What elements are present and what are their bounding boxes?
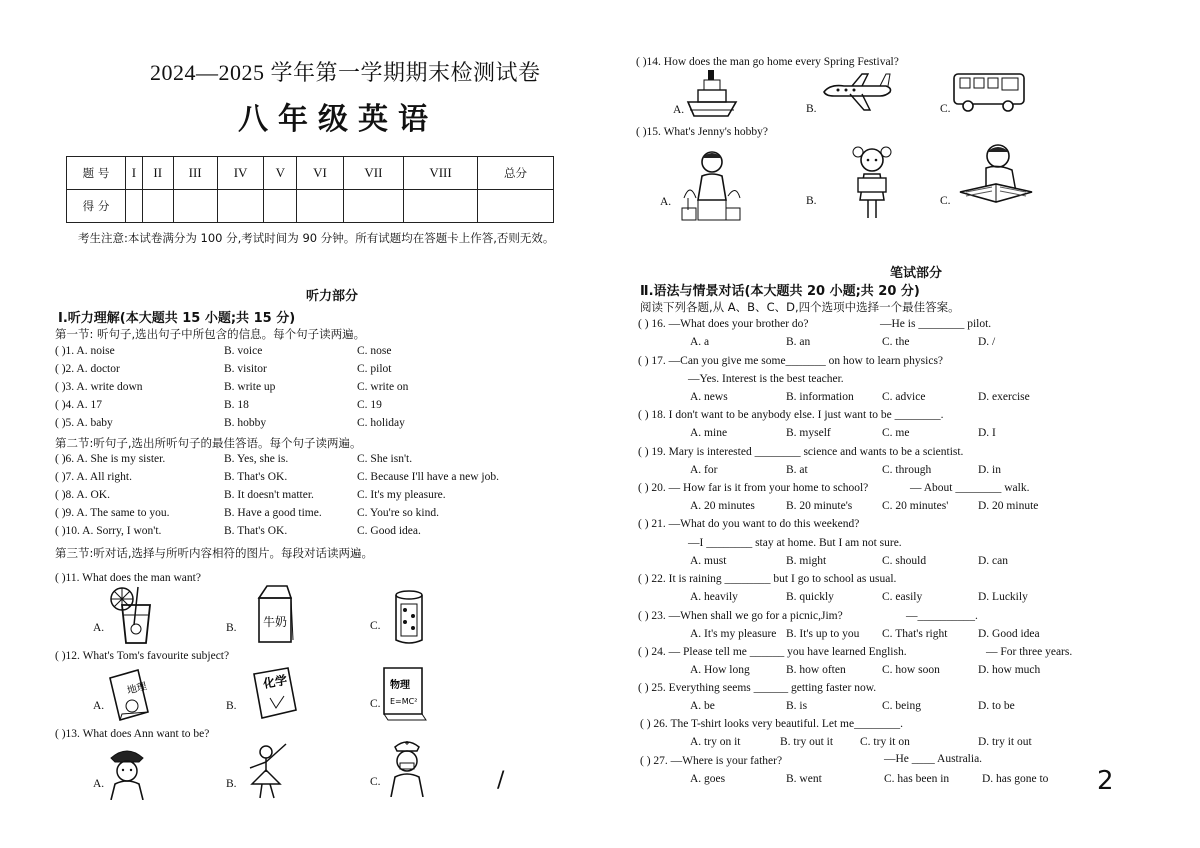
option-d: D. / bbox=[978, 336, 996, 348]
score-cell-empty bbox=[264, 190, 297, 223]
option-a: A. be bbox=[690, 700, 715, 712]
option-c: C. how soon bbox=[882, 664, 940, 676]
option-b: B. It's up to you bbox=[786, 628, 860, 640]
score-cell: 题 号 bbox=[67, 157, 126, 190]
soda-can-icon bbox=[392, 590, 426, 646]
option-b: B. how often bbox=[786, 664, 846, 676]
question-stem: ( ) 19. Mary is interested ________ science and wants to be a scientist. bbox=[638, 446, 964, 458]
question-option: C. Because I'll have a new job. bbox=[357, 471, 499, 483]
option-d: D. how much bbox=[978, 664, 1041, 676]
question-option: C. holiday bbox=[357, 417, 405, 429]
option-c: C. easily bbox=[882, 591, 923, 603]
score-cell-empty bbox=[343, 190, 403, 223]
option-label: B. bbox=[806, 195, 817, 207]
option-label: C. bbox=[940, 103, 951, 115]
s2-title: 第二节:听句子,选出所听句子的最佳答语。每个句子读两遍。 bbox=[55, 436, 362, 450]
score-cell-empty bbox=[404, 190, 478, 223]
geography-book-icon bbox=[106, 668, 152, 722]
option-b: B. an bbox=[786, 336, 811, 348]
page-number-mark: 2 bbox=[1097, 766, 1114, 796]
score-table-header-row bbox=[67, 157, 554, 190]
option-a: A. for bbox=[690, 464, 718, 476]
question-option: B. Have a good time. bbox=[224, 507, 322, 519]
option-c: C. should bbox=[882, 555, 927, 567]
question-option: ( )5. A. baby bbox=[55, 417, 113, 429]
dancer-icon bbox=[242, 738, 292, 800]
option-c: C. advice bbox=[882, 391, 926, 403]
option-a: A. must bbox=[690, 555, 727, 567]
question-stem: —I ________ stay at home. But I am not sure. bbox=[688, 537, 902, 549]
option-label: C. bbox=[370, 620, 381, 632]
score-cell: V bbox=[264, 157, 297, 190]
milk-carton-icon bbox=[253, 584, 295, 644]
option-a: A. try on it bbox=[690, 736, 741, 748]
score-cell: IV bbox=[217, 157, 264, 190]
score-cell-empty bbox=[142, 190, 173, 223]
option-b: B. went bbox=[786, 773, 822, 785]
option-label: A. bbox=[93, 700, 105, 712]
juice-glass-icon bbox=[108, 585, 156, 645]
option-b: B. quickly bbox=[786, 591, 834, 603]
score-cell: I bbox=[126, 157, 143, 190]
question-option: C. pilot bbox=[357, 363, 392, 375]
question-stem: ( ) 22. It is raining ________ but I go to school as usual. bbox=[638, 573, 897, 585]
question-stem: ( ) 21. —What do you want to do this weekend? bbox=[638, 518, 860, 530]
option-a: A. How long bbox=[690, 664, 750, 676]
physics-book-icon bbox=[378, 664, 430, 722]
question-option: C. It's my pleasure. bbox=[357, 489, 446, 501]
score-table bbox=[66, 156, 554, 223]
option-c: C. being bbox=[882, 700, 921, 712]
question-stem: ( ) 25. Everything seems ______ getting faster now. bbox=[638, 682, 877, 694]
question-stem: ( ) 16. —What does your brother do? bbox=[638, 318, 809, 330]
option-d: D. I bbox=[978, 427, 996, 439]
question-option: ( )4. A. 17 bbox=[55, 399, 102, 411]
option-label: A. bbox=[93, 622, 105, 634]
question-stem: —He is ________ pilot. bbox=[880, 318, 992, 330]
question-stem: ( ) 20. — How far is it from your home to school? bbox=[638, 482, 869, 494]
question-15: ( )15. What's Jenny's hobby? bbox=[636, 126, 769, 138]
score-cell: VI bbox=[297, 157, 344, 190]
option-b: B. at bbox=[786, 464, 808, 476]
chemistry-book-label: 化学 bbox=[262, 672, 289, 691]
question-12: ( )12. What's Tom's favourite subject? bbox=[55, 650, 230, 662]
option-label: B. bbox=[226, 778, 237, 790]
chemistry-book-icon bbox=[250, 666, 300, 722]
option-c: C. the bbox=[882, 336, 910, 348]
option-d: D. to be bbox=[978, 700, 1015, 712]
option-c: C. 20 minutes' bbox=[882, 500, 949, 512]
question-option: C. You're so kind. bbox=[357, 507, 439, 519]
option-a: A. 20 minutes bbox=[690, 500, 755, 512]
score-table-score-row bbox=[67, 190, 554, 223]
option-label: C. bbox=[370, 776, 381, 788]
question-stem: ( ) 24. — Please tell me ______ you have learned English. bbox=[638, 646, 907, 658]
option-b: B. information bbox=[786, 391, 854, 403]
option-a: A. goes bbox=[690, 773, 726, 785]
ship-icon bbox=[684, 66, 740, 120]
option-d: D. exercise bbox=[978, 391, 1030, 403]
score-cell-empty bbox=[173, 190, 217, 223]
option-b: B. might bbox=[786, 555, 827, 567]
score-cell: 总分 bbox=[478, 157, 554, 190]
s1-title: 第一节: 听句子,选出句子中所包含的信息。每个句子读两遍。 bbox=[55, 327, 366, 341]
question-option: C. write on bbox=[357, 381, 409, 393]
question-stem: ( ) 17. —Can you give me some_______ on how to learn physics? bbox=[638, 355, 944, 367]
question-option: ( )2. A. doctor bbox=[55, 363, 120, 375]
question-option: B. write up bbox=[224, 381, 276, 393]
option-label: C. bbox=[940, 195, 951, 207]
score-cell-empty bbox=[478, 190, 554, 223]
score-cell: II bbox=[142, 157, 173, 190]
option-a: A. a bbox=[690, 336, 710, 348]
score-cell: VIII bbox=[404, 157, 478, 190]
option-a: A. It's my pleasure bbox=[690, 628, 777, 640]
score-cell-empty bbox=[126, 190, 143, 223]
milk-carton-label: 牛奶 bbox=[262, 615, 288, 629]
listening-section-title: Ⅰ.听力理解(本大题共 15 小题;共 15 分) bbox=[58, 311, 296, 326]
question-14: ( )14. How does the man go home every Spring Festival? bbox=[636, 56, 899, 68]
option-c: C. through bbox=[882, 464, 932, 476]
question-option: B. Yes, she is. bbox=[224, 453, 289, 465]
question-stem: —Yes. Interest is the best teacher. bbox=[688, 373, 844, 385]
question-11: ( )11. What does the man want? bbox=[55, 572, 201, 584]
question-stem: ( ) 27. —Where is your father? bbox=[640, 755, 783, 767]
score-cell-empty bbox=[297, 190, 344, 223]
question-option: B. It doesn't matter. bbox=[224, 489, 314, 501]
question-option: B. That's OK. bbox=[224, 471, 288, 483]
question-stem: —__________. bbox=[906, 610, 978, 622]
option-b: B. is bbox=[786, 700, 808, 712]
option-c: C. That's right bbox=[882, 628, 948, 640]
geography-book-label: 地理 bbox=[125, 681, 149, 697]
question-option: C. 19 bbox=[357, 399, 382, 411]
option-d: D. 20 minute bbox=[978, 500, 1039, 512]
question-option: ( )1. A. noise bbox=[55, 345, 115, 357]
question-option: C. She isn't. bbox=[357, 453, 413, 465]
option-label: B. bbox=[806, 103, 817, 115]
option-c: C. has been in bbox=[884, 773, 950, 785]
nurse-icon bbox=[383, 735, 431, 797]
physics-book-formula: E=MC² bbox=[390, 697, 418, 706]
listening-part-title: 听力部分 bbox=[306, 289, 359, 304]
reading-boy-icon bbox=[956, 140, 1036, 216]
question-option: ( )7. A. All right. bbox=[55, 471, 132, 483]
exam-title: 2024—2025 学年第一学期期末检测试卷 bbox=[150, 60, 541, 85]
question-option: B. voice bbox=[224, 345, 263, 357]
page-mark-left: / bbox=[497, 768, 505, 793]
question-stem: ( ) 18. I don't want to be anybody else. I just want to be ________. bbox=[638, 409, 944, 421]
option-b: B. myself bbox=[786, 427, 831, 439]
question-stem: — About ________ walk. bbox=[910, 482, 1030, 494]
exam-notice: 考生注意:本试卷满分为 100 分,考试时间为 90 分钟。所有试题均在答题卡上作答,否则无效。 bbox=[78, 231, 555, 245]
gardening-child-icon bbox=[680, 148, 744, 224]
question-13: ( )13. What does Ann want to be? bbox=[55, 728, 210, 740]
option-d: D. in bbox=[978, 464, 1001, 476]
option-label: C. bbox=[370, 698, 381, 710]
option-label: B. bbox=[226, 700, 237, 712]
question-option: ( )3. A. write down bbox=[55, 381, 143, 393]
option-label: B. bbox=[226, 622, 237, 634]
police-officer-icon bbox=[103, 744, 151, 800]
option-d: D. Good idea bbox=[978, 628, 1040, 640]
question-option: B. 18 bbox=[224, 399, 249, 411]
option-label: A. bbox=[93, 778, 105, 790]
question-option: B. That's OK. bbox=[224, 525, 288, 537]
subject-title: 八年级英语 bbox=[238, 102, 438, 137]
question-stem: ( ) 23. —When shall we go for a picnic,Jim? bbox=[638, 610, 843, 622]
bus-icon bbox=[950, 68, 1028, 114]
s3-title: 第三节:听对话,选择与所听内容相符的图片。每段对话读两遍。 bbox=[55, 546, 374, 560]
question-option: C. nose bbox=[357, 345, 392, 357]
option-d: D. try it out bbox=[978, 736, 1032, 748]
score-cell-empty bbox=[217, 190, 264, 223]
question-option: B. visitor bbox=[224, 363, 267, 375]
reading-girl-icon bbox=[846, 144, 898, 222]
score-cell: VII bbox=[343, 157, 403, 190]
question-stem: ( ) 26. The T-shirt looks very beautiful. Let me________. bbox=[640, 718, 903, 730]
question-stem: —He ____ Australia. bbox=[884, 753, 983, 765]
written-section-title: Ⅱ.语法与情景对话(本大题共 20 小题;共 20 分) bbox=[640, 284, 920, 299]
question-stem: — For three years. bbox=[986, 646, 1073, 658]
option-label: A. bbox=[660, 196, 672, 208]
score-cell: III bbox=[173, 157, 217, 190]
option-b: B. try out it bbox=[780, 736, 834, 748]
option-d: D. Luckily bbox=[978, 591, 1028, 603]
option-a: A. mine bbox=[690, 427, 728, 439]
written-part-title: 笔试部分 bbox=[890, 266, 943, 281]
option-d: D. can bbox=[978, 555, 1009, 567]
option-label: A. bbox=[673, 104, 685, 116]
question-option: ( )6. A. She is my sister. bbox=[55, 453, 166, 465]
question-option: ( )10. A. Sorry, I won't. bbox=[55, 525, 162, 537]
airplane-icon bbox=[820, 70, 894, 112]
physics-book-label: 物理 bbox=[390, 680, 410, 691]
question-option: ( )8. A. OK. bbox=[55, 489, 110, 501]
option-b: B. 20 minute's bbox=[786, 500, 853, 512]
option-c: C. me bbox=[882, 427, 910, 439]
option-a: A. heavily bbox=[690, 591, 738, 603]
score-cell: 得 分 bbox=[67, 190, 126, 223]
written-instruction: 阅读下列各题,从 A、B、C、D,四个选项中选择一个最佳答案。 bbox=[640, 300, 960, 314]
option-a: A. news bbox=[690, 391, 728, 403]
option-d: D. has gone to bbox=[982, 773, 1049, 785]
question-option: B. hobby bbox=[224, 417, 267, 429]
question-option: C. Good idea. bbox=[357, 525, 421, 537]
question-option: ( )9. A. The same to you. bbox=[55, 507, 170, 519]
option-c: C. try it on bbox=[860, 736, 910, 748]
